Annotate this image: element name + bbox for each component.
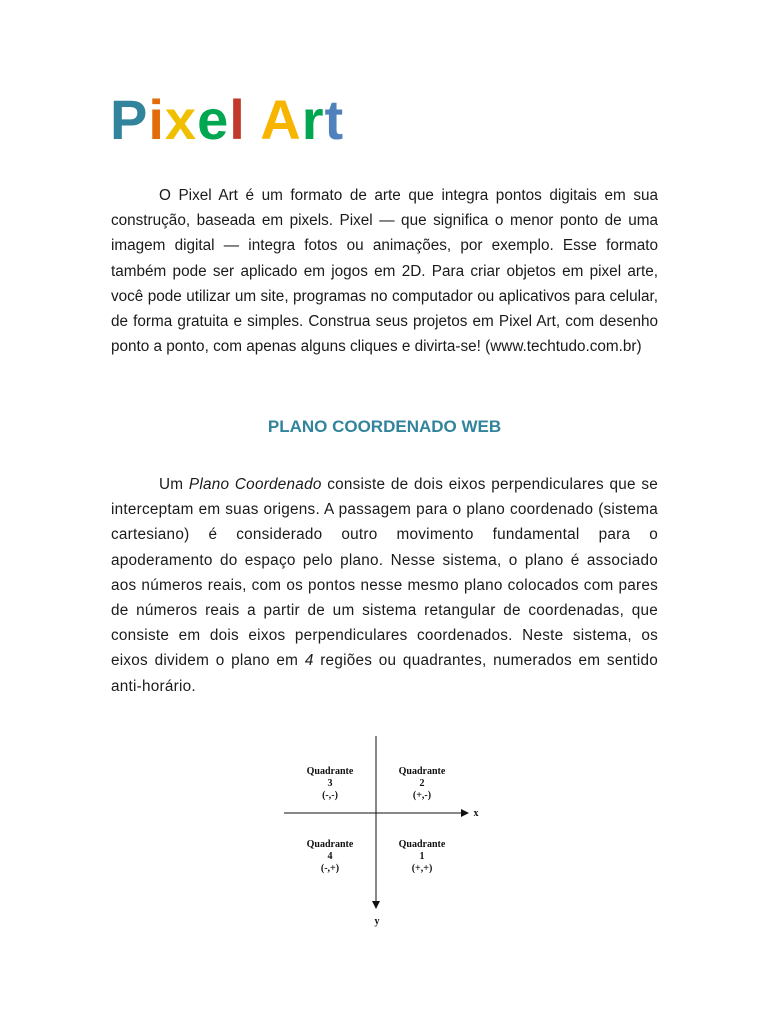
title-space xyxy=(246,88,260,151)
quadrant-signs: (+,-) xyxy=(412,790,432,801)
title-letter: P xyxy=(110,88,149,151)
section-paragraph-text-3: regiões ou quadrantes, numerados em sentido anti-horário. xyxy=(111,652,658,695)
title-letter: A xyxy=(260,88,302,151)
title-letter: t xyxy=(324,88,345,151)
section-paragraph-text-2: consiste de dois eixos perpendiculares que se interceptam em suas origens. A passagem para o plano coordenado (sistema cartesiano) é considerado outro movimento fundamental para o apoderamento do espaço pelo plano. Nesse sistema, o plano é associado aos números reais, com os pontos nesse mesmo plano colocados com pares de números reais a partir de um sistema retangular de coordenadas, que consiste em dois eixos perpendiculares coordenados. Neste sistema, os eixos dividem o plano em xyxy=(111,476,659,670)
quadrant-signs: (+,+) xyxy=(411,863,433,874)
section-paragraph-text-1: Um xyxy=(159,476,189,493)
coordinate-plane-diagram xyxy=(280,734,490,934)
quadrant-4-label xyxy=(307,839,354,874)
title-letter: l xyxy=(229,88,246,151)
title-letter: r xyxy=(301,88,325,151)
quadrant-number: 1 xyxy=(419,851,425,862)
quadrant-word: Quadrante xyxy=(306,766,354,777)
quadrant-1-label xyxy=(399,839,446,874)
italic-number: 4 xyxy=(304,652,314,670)
quadrant-signs: (-,-) xyxy=(322,790,338,801)
x-axis-label: x xyxy=(473,808,479,819)
quadrant-number: 3 xyxy=(327,778,333,789)
quadrant-number: 4 xyxy=(327,851,333,862)
quadrant-signs: (-,+) xyxy=(320,863,340,874)
section-paragraph xyxy=(111,472,658,699)
title-letter: i xyxy=(148,88,165,151)
quadrant-2-label xyxy=(399,766,446,801)
quadrant-number: 2 xyxy=(419,778,425,789)
italic-term: Plano Coordenado xyxy=(188,476,322,493)
quadrant-3-label xyxy=(307,766,354,801)
section-heading: PLANO COORDENADO WEB xyxy=(267,417,502,436)
title-letter: e xyxy=(197,88,230,151)
quadrant-word: Quadrante xyxy=(398,766,446,777)
title-letter: x xyxy=(164,88,198,151)
quadrant-word: Quadrante xyxy=(398,839,446,850)
document-title xyxy=(110,84,344,156)
intro-paragraph: O Pixel Art é um formato de arte que integra pontos digitais em sua construção, baseada em pixels. Pixel — que significa o menor ponto de uma imagem digital — integra fotos ou animações, por exemplo. Esse formato também pode ser aplicado em jogos em 2D. Para criar objetos em pixel arte, você pode utilizar um site, programas no computador ou aplicativos para celular, de forma gratuita e simples. Construa seus projetos em Pixel Art, com desenho ponto a ponto, com apenas alguns cliques e divirta-se! (www.techtudo.com.br) xyxy=(111,187,658,356)
quadrant-word: Quadrante xyxy=(306,839,354,850)
y-axis-label: y xyxy=(374,916,380,927)
